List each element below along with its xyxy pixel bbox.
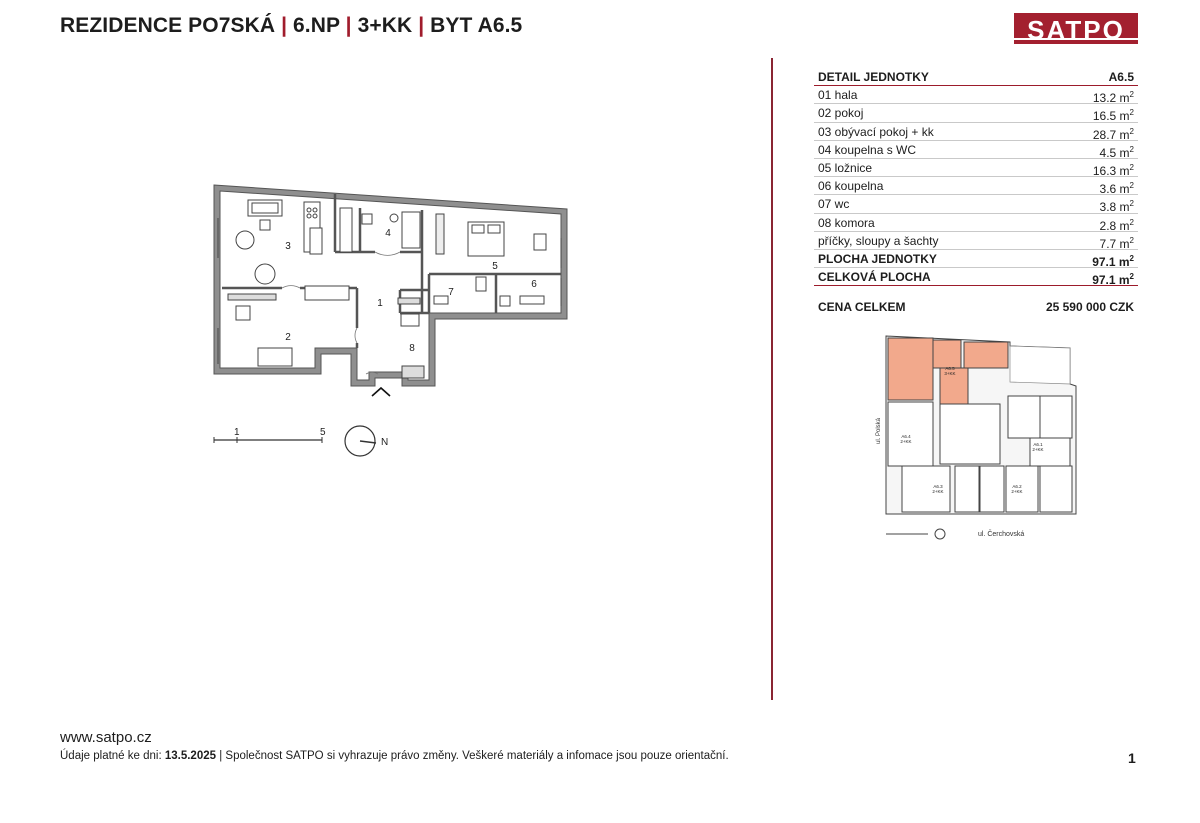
street-bottom-label: ul. Čerchovská (978, 531, 1025, 538)
title-separator: | (418, 14, 425, 37)
entrance-chevron (372, 388, 390, 396)
highlighted-unit (888, 338, 933, 400)
scale-and-north (210, 424, 400, 464)
interior-walls (222, 194, 561, 348)
bathtub (402, 212, 420, 248)
shelf (398, 298, 420, 304)
table-row: 03 obývací pokoj + kk 28.7 $m^2$ (814, 123, 1138, 141)
room-number: 6 (531, 279, 537, 290)
desk (228, 294, 276, 300)
table-row: 08 komora 2.8 $m^2$ (814, 214, 1138, 232)
bed-room-2 (258, 348, 292, 366)
windows (218, 218, 561, 364)
wardrobe (436, 214, 444, 254)
table-header (814, 68, 1138, 86)
floor-label: 6.NP (293, 14, 340, 37)
unit-detail-table (814, 68, 1138, 286)
svg-text:2+KK: 2+KK (900, 439, 912, 444)
street-left-label: ul. Polská (876, 417, 882, 444)
svg-text:2+KK: 2+KK (1032, 447, 1044, 452)
dining-table (310, 228, 322, 254)
website-link[interactable]: www.satpo.cz (60, 729, 152, 746)
table-row: 05 ložnice 16.3 $m^2$ (814, 159, 1138, 177)
scale-end: 5 (320, 427, 326, 438)
building-key-map (876, 334, 1080, 544)
validity-date: 13.5.2025 (164, 750, 217, 762)
svg-text:A6.2: A6.2 (1012, 484, 1022, 489)
table-row: 01 hala 13.2 $m^2$ (814, 86, 1138, 104)
table-row: 06 koupelna 3.6 $m^2$ (814, 177, 1138, 195)
svg-text:A6.5: A6.5 (945, 366, 955, 371)
layout-label: 3+KK (357, 14, 413, 37)
total-price (814, 300, 1138, 318)
room-number: 3 (285, 241, 291, 252)
unit-area-row: PLOCHA JEDNOTKY 97.1 $m^2$ (814, 250, 1138, 268)
table-row: 02 pokoj 16.5 $m^2$ (814, 104, 1138, 122)
room-number: 5 (492, 261, 498, 272)
svg-text:A6.4: A6.4 (901, 434, 911, 439)
room-number: 4 (385, 228, 391, 239)
svg-text:A6.1: A6.1 (1033, 442, 1043, 447)
title-separator: | (345, 14, 352, 37)
svg-text:2+KK: 2+KK (1011, 489, 1023, 494)
table-row: příčky, sloupy a šachty 7.7 $m^2$ (814, 232, 1138, 250)
disclaimer: Údaje platné ke dni: 13.5.2025 | Společnost SATPO si vyhrazuje právo změny. Veškeré materiály a infomace jsou pouze orientační. (60, 750, 729, 762)
bed-room-5 (468, 222, 504, 256)
door-arcs (282, 252, 400, 374)
total-area-row: CELKOVÁ PLOCHA 97.1 $m^2$ (814, 268, 1138, 286)
table-unit-code: A6.5 (1108, 70, 1134, 84)
floor-plan (200, 178, 580, 400)
room-number: 8 (409, 343, 415, 354)
satpo-logo (1014, 13, 1138, 44)
table-title: DETAIL JEDNOTKY (818, 70, 929, 84)
page-title (60, 14, 522, 38)
room-number: 1 (377, 298, 383, 309)
price-value: 25 590 000 CZK (1045, 300, 1134, 314)
table-row: 07 wc 3.8 $m^2$ (814, 195, 1138, 213)
logo-band (1014, 38, 1138, 40)
key-north-icon (935, 529, 945, 539)
logo-text: SATPO (1027, 15, 1125, 45)
round-table (236, 231, 254, 249)
svg-text:A6.3: A6.3 (933, 484, 943, 489)
sofa (248, 200, 282, 216)
scale-start: 1 (234, 427, 240, 438)
unit-label: BYT A6.5 (430, 14, 523, 37)
north-label: N (381, 437, 389, 448)
room-number: 7 (448, 287, 454, 298)
room-number: 2 (285, 332, 291, 343)
svg-text:2+KK: 2+KK (932, 489, 944, 494)
title-separator: | (281, 14, 288, 37)
table-row: 04 koupelna s WC 4.5 $m^2$ (814, 141, 1138, 159)
price-label: CENA CELKEM (818, 300, 906, 314)
round-rug (255, 264, 275, 284)
vertical-divider (771, 58, 773, 700)
svg-text:3+KK: 3+KK (944, 371, 956, 376)
page-number: 1 (1128, 750, 1136, 766)
project-name: REZIDENCE PO7SKÁ (60, 14, 276, 37)
